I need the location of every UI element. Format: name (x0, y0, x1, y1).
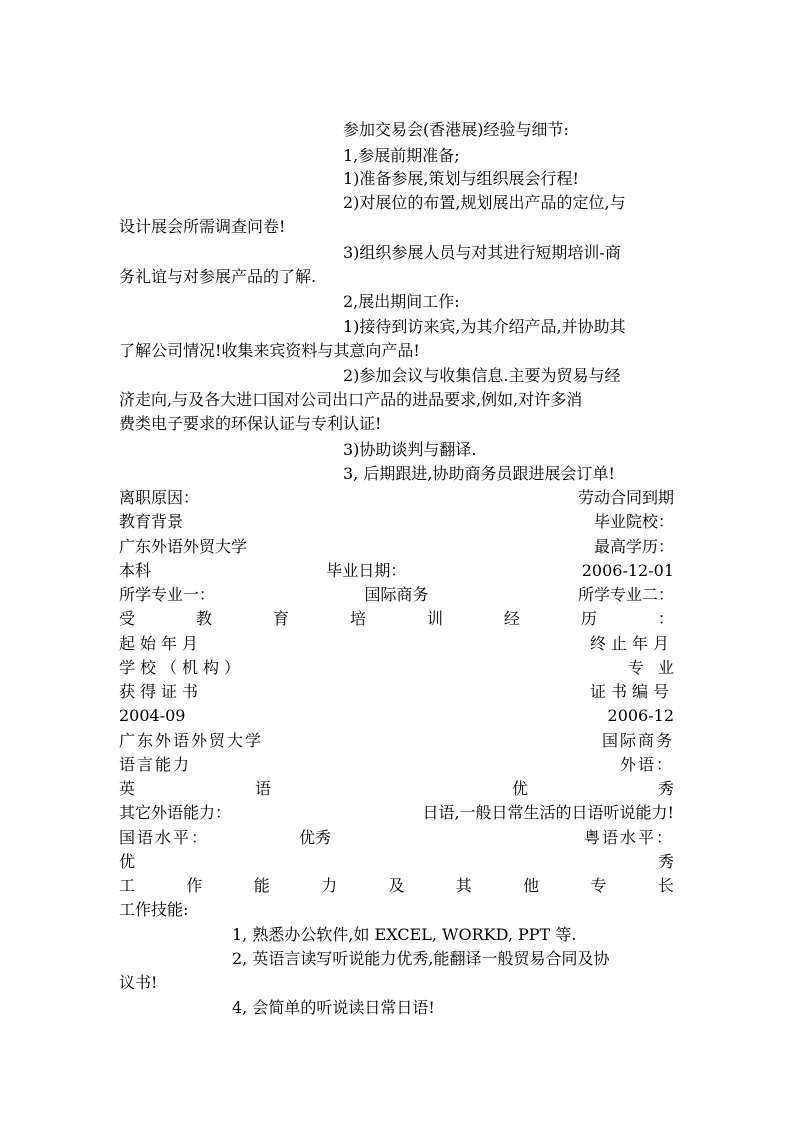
skill-2-cont: 议书! (119, 973, 158, 992)
work-heading (119, 873, 674, 899)
major2-label: 所学专业二： (577, 585, 674, 604)
training-char: 经 (503, 609, 520, 628)
major1-value: 国际商务 (364, 585, 429, 604)
education-row (119, 509, 674, 535)
row-end-date: 2006-12 (607, 706, 674, 725)
training-school-row (119, 728, 674, 754)
cert-label: 获得证书 (119, 682, 204, 701)
leave-reason-label: 离职原因： (119, 488, 200, 507)
work-char: 能 (253, 876, 270, 895)
item-1-1: 1)准备参展,策划与组织展会行程! (343, 169, 579, 188)
item-2-3: 3)协助谈判与翻译. (343, 440, 477, 459)
training-char: ： (657, 609, 674, 628)
item-2-2-cont2: 费类电子要求的环保认证与专利认证! (119, 414, 382, 433)
training-heading (119, 606, 674, 632)
institution-label: 学校（机构） (119, 658, 246, 677)
work-char: 长 (657, 876, 674, 895)
training-char: 训 (426, 609, 443, 628)
section-3: 3, 后期跟进,协助商务员跟进展会订单! (343, 464, 615, 483)
row-major: 国际商务 (601, 731, 674, 750)
end-label: 终止年月 (589, 634, 674, 653)
institution-header-row (119, 655, 688, 681)
work-char: 其 (455, 876, 472, 895)
cert-header-row (119, 679, 674, 705)
item-1-3: 3)组织参展人员与对其进行短期培训-商 (343, 243, 621, 262)
mandarin-value: 优秀 (299, 828, 332, 847)
skills-label: 工作技能: (119, 900, 189, 919)
skill-4: 4, 会简单的听说读日常日语! (232, 998, 435, 1017)
english-char: 秀 (657, 779, 674, 798)
work-char: 专 (590, 876, 607, 895)
mandarin-label: 国语水平： (119, 828, 210, 847)
education-label: 教育背景 (119, 512, 184, 531)
work-char: 他 (523, 876, 540, 895)
other-lang-label: 其它外语能力： (119, 803, 232, 822)
training-char: 受 (119, 609, 136, 628)
work-char: 工 (119, 876, 136, 895)
row-school: 广东外语外贸大学 (119, 731, 264, 750)
item-1-2: 2)对展位的布置,规划展出产品的定位,与 (343, 193, 626, 212)
training-char: 历 (580, 609, 597, 628)
grad-date-value: 2006-12-01 (581, 561, 674, 580)
school-value: 广东外语外贸大学 (119, 537, 248, 556)
row-start-date: 2004-09 (119, 706, 186, 725)
start-label: 起始年月 (119, 634, 204, 653)
item-2-2-cont1: 济走向,与及各大进口国对公司出口产品的进品要求,例如,对许多消 (119, 390, 583, 409)
item-2-1: 1)接待到访来宾,为其介绍产品,并协助其 (343, 317, 626, 336)
lang-label: 语言能力 (119, 755, 192, 774)
section-1: 1,参展前期准备; (343, 146, 460, 165)
major-row (119, 582, 674, 608)
section-2: 2,展出期间工作: (343, 292, 460, 311)
item-2-1-cont: 了解公司情况!收集来宾资料与其意向产品! (119, 341, 420, 360)
skill-2: 2, 英语言读写听说能力优秀,能翻译一般贸易合同及协 (232, 949, 610, 968)
degree-label: 最高学历： (593, 537, 674, 556)
item-1-2-cont: 设计展会所需调查问卷! (119, 217, 286, 236)
item-1-3-cont: 务礼谊与对参展产品的了解. (119, 267, 317, 286)
leave-reason-value: 劳动合同到期 (577, 488, 674, 507)
cantonese-char: 秀 (657, 852, 674, 871)
grad-date-label: 毕业日期： (326, 561, 407, 580)
language-row (119, 752, 674, 778)
degree-row (119, 558, 674, 584)
cantonese-label: 粤语水平： (583, 828, 674, 847)
other-lang-value: 日语,一般日常生活的日语听说能力! (422, 803, 674, 822)
degree-value: 本科 (119, 561, 152, 580)
major-label: 专业 (627, 658, 688, 677)
training-dates-row (119, 703, 674, 729)
work-char: 作 (186, 876, 203, 895)
major1-label: 所学专业一： (119, 585, 216, 604)
english-char: 优 (511, 779, 528, 798)
skill-1: 1, 熟悉办公软件,如 EXCEL, WORKD, PPT 等. (232, 925, 577, 944)
cantonese-char: 优 (119, 852, 136, 871)
school-label: 毕业院校： (593, 512, 674, 531)
training-char: 培 (349, 609, 366, 628)
item-2-2: 2)参加会议与收集信息.主要为贸易与经 (343, 366, 621, 385)
cert-no-label: 证书编号 (589, 682, 674, 701)
dates-header-row (119, 631, 674, 657)
english-row (119, 776, 674, 802)
exhibition-title: 参加交易会(香港展)经验与细节: (343, 120, 569, 139)
mandarin-row (119, 825, 674, 851)
work-char: 力 (321, 876, 338, 895)
training-char: 教 (195, 609, 212, 628)
english-char: 语 (255, 779, 272, 798)
leave-reason-row (119, 485, 674, 511)
foreign-label: 外语： (619, 755, 674, 774)
cantonese-row (119, 849, 674, 875)
work-char: 及 (388, 876, 405, 895)
other-lang-row (119, 800, 674, 826)
school-row (119, 534, 674, 560)
training-char: 育 (272, 609, 289, 628)
english-char: 英 (119, 779, 136, 798)
